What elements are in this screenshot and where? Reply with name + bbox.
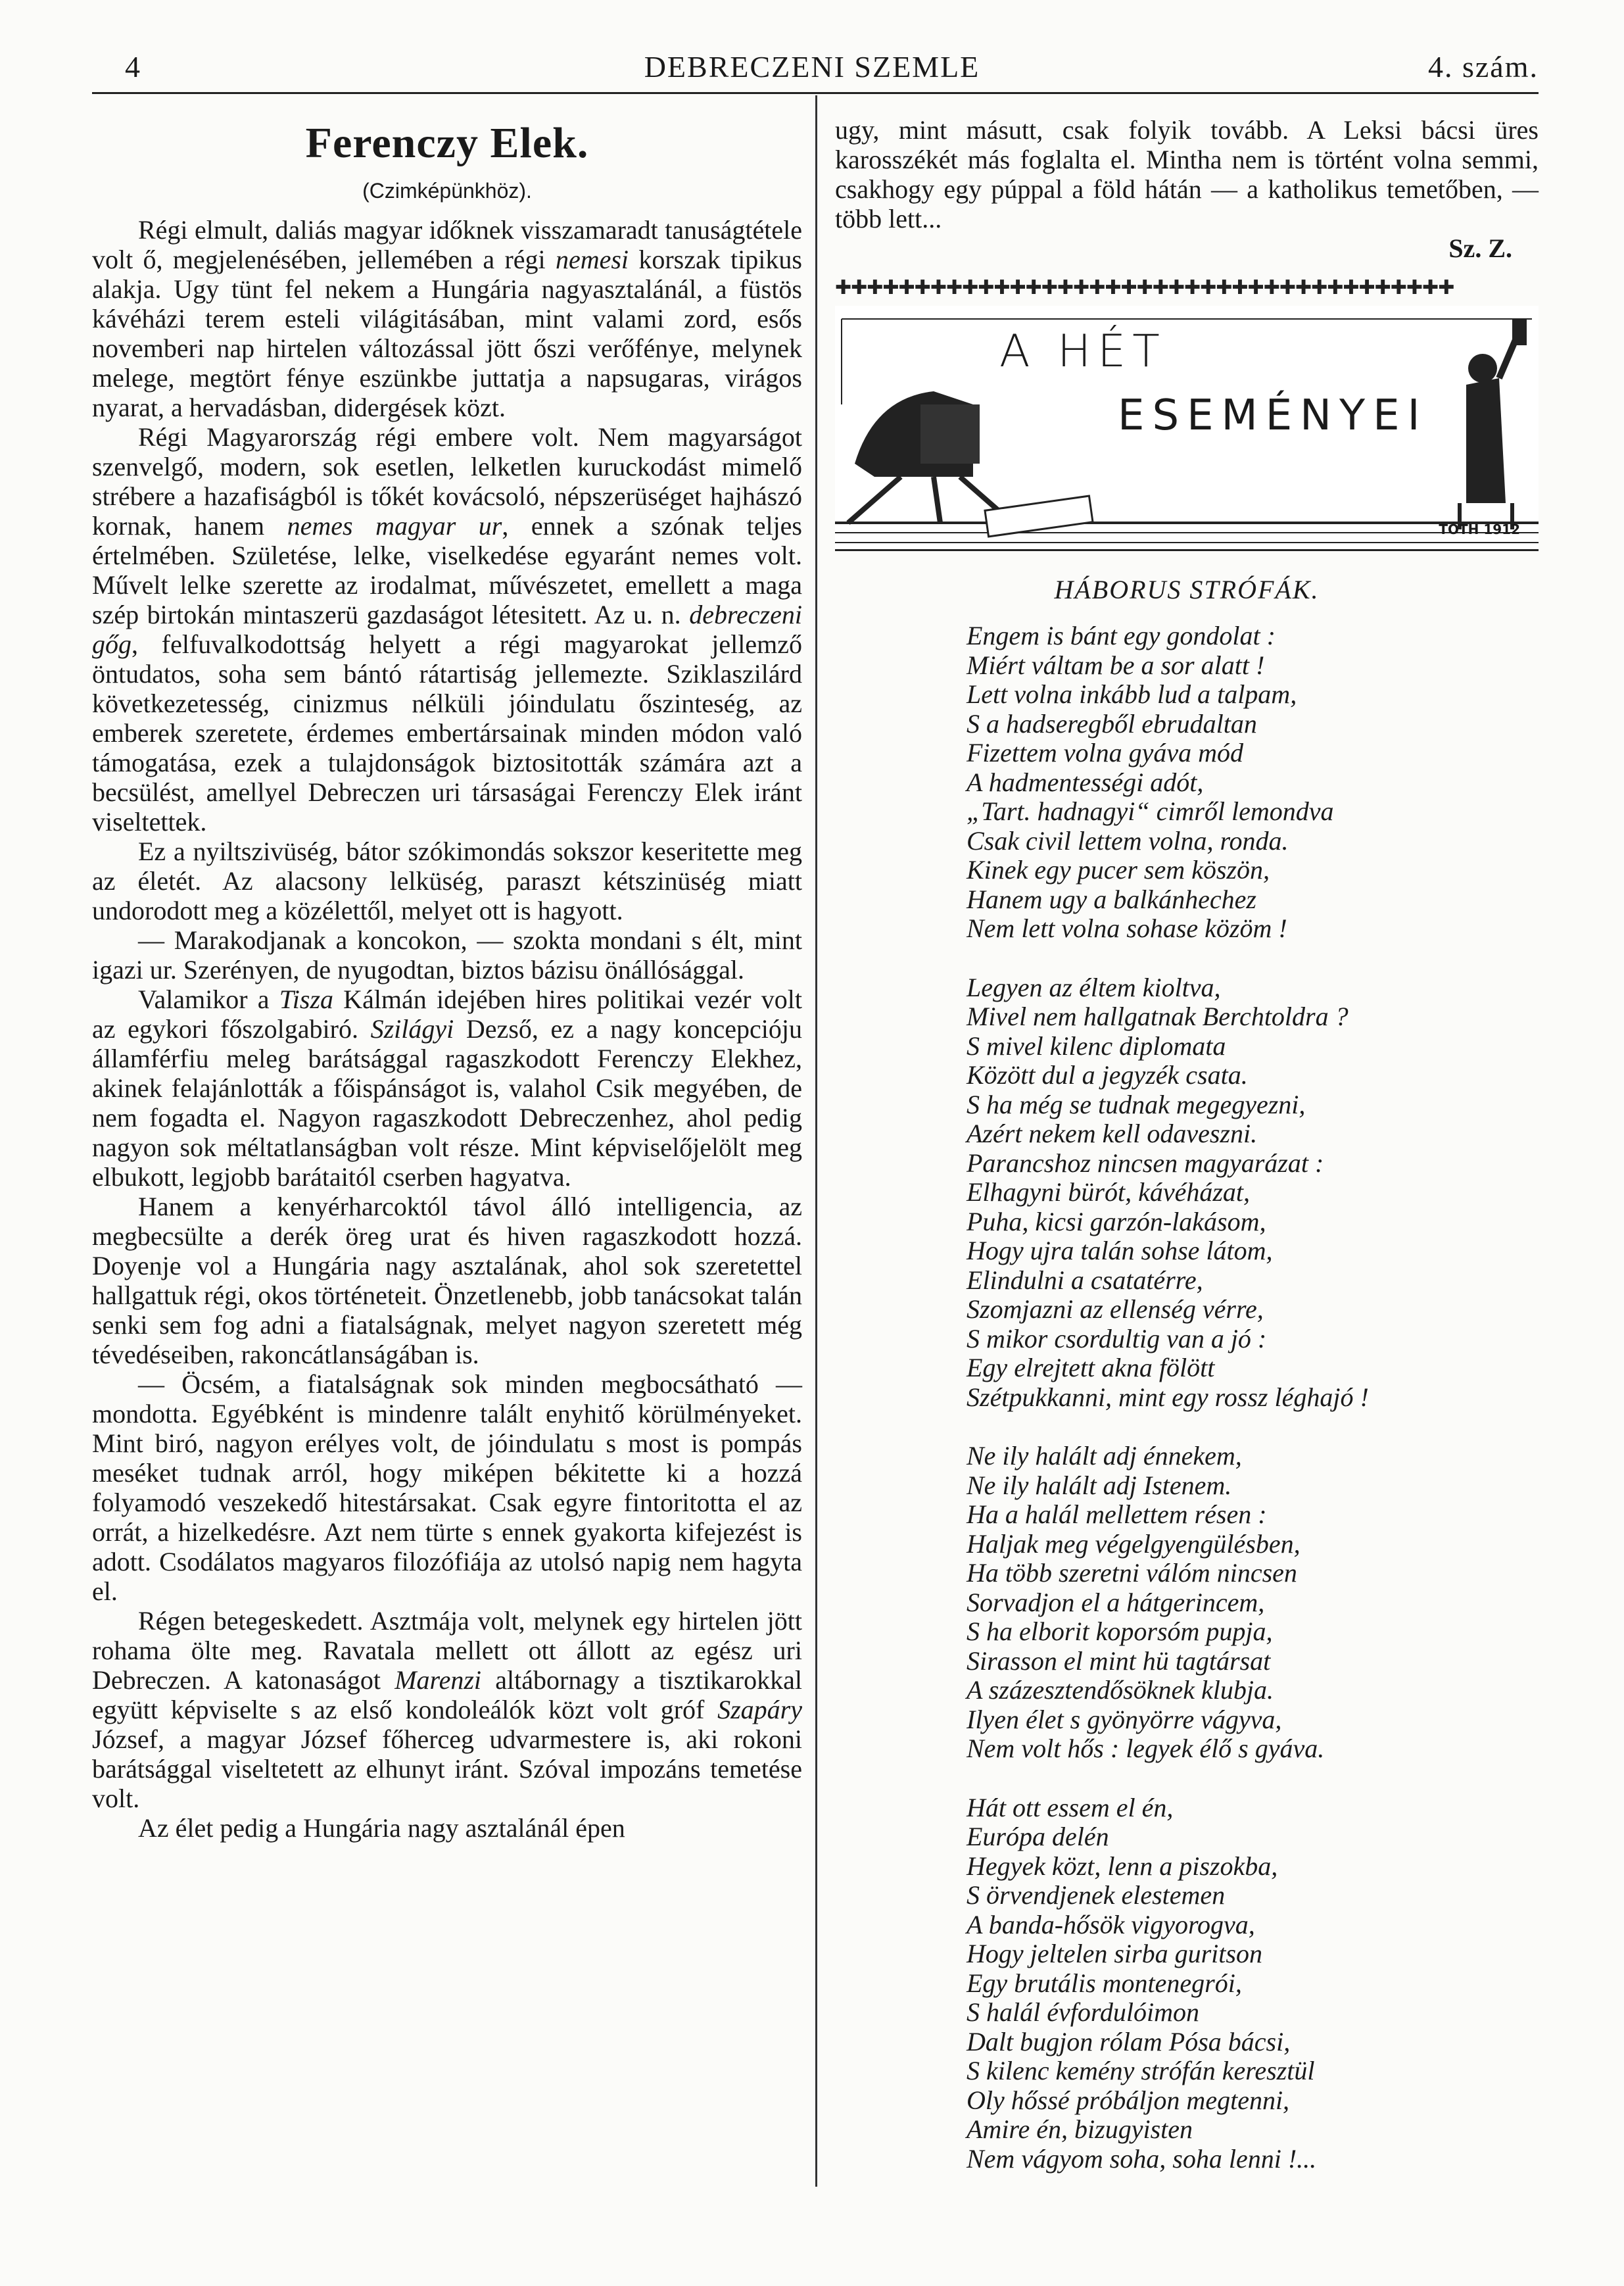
poem-line: Elhagyni bürót, kávéházat, <box>967 1177 1251 1207</box>
article-subtitle: (Czimképünkhöz). <box>362 179 532 203</box>
article-paragraph <box>92 1813 802 1843</box>
paragraph-text: , felfuvalkodottság helyett a régi magyarokat jellemző öntudatos, soha sem bántó rátartiság jellemezte. Sziklaszilárd következetesség, cinizmus nélküli jóindulatu őszinteség, az emberek szeretete, érdemes embertársainak minden módon való támogatása, ezek a tulajdonságok biztositották számára azt a becsülést, amellyel Debreczen uri társaságai Ferenczy Elek iránt viseltettek. <box>92 629 802 837</box>
paragraph-text: altábornagy a tisztikarokkal együtt képviselte s az első kondoleálók közt volt gróf <box>92 1665 802 1724</box>
right-column <box>835 115 1539 2203</box>
poem-line: A banda-hősök vigyorogva, <box>967 1909 1255 1939</box>
poem-line: Ha a halál mellettem résen : <box>967 1499 1267 1529</box>
article-paragraph <box>92 925 802 985</box>
poem-line: Dalt bugjon rólam Pósa bácsi, <box>967 2026 1291 2056</box>
banner-artist-signature: TÓTH 1912 <box>1439 522 1520 537</box>
article-title: Ferenczy Elek. <box>305 119 589 167</box>
poem-line: Parancshoz nincsen magyarázat : <box>967 1148 1324 1178</box>
article-continuation: ugy, mint másutt, csak folyik tovább. A Leksi bácsi üres karosszékét más foglalta el. Mintha nem is történt volna semmi, csakhogy egy púppal a föld hátán — a katholikus temetőben, — több lett... <box>835 115 1539 233</box>
page-number: 4 <box>125 50 141 84</box>
poem-stanza <box>967 1442 1539 1764</box>
poem-line: Haljak meg végelgyengülésben, <box>967 1528 1301 1559</box>
poem-line: S halál évfordulóimon <box>967 1997 1200 2027</box>
article-paragraph <box>92 985 802 1192</box>
paragraph-text: Kálmán idejében hires politikai vezér volt az egykori főszolgabiró. <box>92 985 803 1044</box>
paragraph-text: József, a magyar József főherceg udvarmestere is, aki rokoni barátsággal viseltetett az elhunyt iránt. Szóval impozáns temetése volt. <box>92 1724 802 1813</box>
article-paragraph <box>92 837 802 925</box>
poem-line: Miért váltam be a sor alatt ! <box>967 650 1265 680</box>
poem-line: S kilenc kemény strófán keresztül <box>967 2056 1315 2085</box>
banner-line-2: ESEMÉNYEI <box>1118 391 1428 440</box>
journal-title: DEBRECZENI SZEMLE <box>644 50 980 84</box>
emphasized-text: Szilágyi <box>370 1014 454 1044</box>
poem-stanza <box>967 973 1539 1413</box>
poem-line: Nem volt hős : legyek élő s gyáva. <box>967 1734 1325 1763</box>
poem-line: S örvendjenek elestemen <box>967 1880 1226 1910</box>
poem-line: Sirasson el mint hü tagtársat <box>967 1645 1271 1676</box>
poem-line: Szétpukkanni, mint egy rossz léghajó ! <box>967 1382 1369 1412</box>
poem-line: Ilyen élet s gyönyörre vágyva, <box>967 1704 1282 1734</box>
poem-line: S mikor csordultig van a jó : <box>967 1323 1267 1353</box>
article-signature: Sz. Z. <box>1448 233 1512 263</box>
section-banner <box>835 306 1539 551</box>
poem-line: Elindulni a csatatérre, <box>967 1265 1203 1295</box>
poem-line: Nem lett volna sohase közöm ! <box>967 913 1287 943</box>
issue-number: 4. szám. <box>1427 50 1539 84</box>
poem-line: Azért nekem kell odaveszni. <box>967 1119 1258 1148</box>
left-column <box>92 115 802 1843</box>
article-paragraph <box>92 422 802 837</box>
poem-line: A százesztendősöknek klubja. <box>967 1675 1274 1705</box>
poem-line: Engem is bánt egy gondolat : <box>967 621 1276 650</box>
emphasized-text: nemes magyar ur <box>287 511 502 541</box>
poem-line: Ne ily halált adj Istenem. <box>967 1470 1232 1500</box>
article-paragraph <box>92 1606 802 1813</box>
poem-stanza <box>967 621 1539 944</box>
paragraph-text: Régen betegeskedett. Asztmája volt, melynek egy hirtelen jött rohama ölte meg. Ravatala mellett ott állott az egész uri Debreczen. A katonaságot <box>92 1606 802 1695</box>
poem-line: Fizettem volna gyáva mód <box>967 738 1243 767</box>
poem-line: Oly hőssé próbáljon megtenni, <box>967 2085 1290 2115</box>
poem-line: A hadmentességi adót, <box>967 767 1204 797</box>
page-header <box>85 49 1539 95</box>
paragraph-text: — Öcsém, a fiatalságnak sok minden megbocsátható — mondotta. Egyébként is mindenre talált enyhitő körülményeket. Mint biró, nagyon erélyes volt, de jóindulatu s most is pompás meséket tudnak arról, hogy miképen békitette ki a hozzá folyamodó veszekedő hitestársakat. Csak egyre fintoritotta el az orrát, a hizelkedésre. Azt nem türte s ennek gyakorta kifejezést is adott. Csodálatos magyaros filozófiája az utolsó napig nem hagyta el. <box>92 1369 802 1606</box>
emphasized-text: debreczeni gőg <box>92 600 802 659</box>
paragraph-text: Dezső, ez a nagy koncepcióju államférfiu meleg barátsággal ragaszkodott Ferenczy Elekhez, akinek felajánlották a főispánságot is, valahol Csik megyében, de nem fogadta el. Nagyon ragaszkodott Debreczenhez, ahol pedig nagyon sok méltatlanságban volt része. Mint képviselőjelölt meg elbukott, legjobb barátaitól cserben hagyatva. <box>92 1014 802 1192</box>
paragraph-text: Az élet pedig a Hungária nagy asztalánál épen <box>138 1813 625 1843</box>
poem-line: Mivel nem hallgatnak Berchtoldra ? <box>967 1002 1349 1031</box>
poem-line: Között dul a jegyzék csata. <box>967 1060 1248 1090</box>
article-paragraph <box>92 215 802 422</box>
cross-divider: ✚✚✚✚✚✚✚✚✚✚✚✚✚✚✚✚✚✚✚✚✚✚✚✚✚✚✚✚✚✚✚✚✚✚✚✚✚✚✚ <box>835 276 1454 299</box>
paragraph-text: , ennek a szónak teljes értelmében. Születése, lelke, viselkedése egyaránt nemes volt. Művelt lelke szerette az irodalmat, művészetet, emellett a maga szép birtokán mintaszerü gazdaságot létesitett. Az u. n. <box>92 511 802 629</box>
article-paragraph <box>92 1192 802 1369</box>
poem-line: Nem vágyom soha, soha lenni !... <box>967 2143 1317 2174</box>
poem-line: S a hadseregből ebrudaltan <box>967 708 1257 739</box>
poem-line: S ha elborit koporsóm pupja, <box>967 1617 1273 1646</box>
poem-line: „Tart. hadnagyi“ cimről lemondva <box>967 796 1334 826</box>
paragraph-text: — Marakodjanak a koncokon, — szokta mondani s élt, mint igazi ur. Szerényen, de nyugodtan, biztos bázisu önállósággal. <box>92 925 802 985</box>
poem-line: Ne ily halált adj énnekem, <box>967 1441 1242 1471</box>
poem-body <box>835 621 1539 2174</box>
emphasized-text: Marenzi <box>394 1665 482 1695</box>
poem-line: Szomjazni az ellenség vérre, <box>967 1294 1264 1324</box>
poem-line: Puha, kicsi garzón-lakásom, <box>967 1206 1266 1236</box>
poem-line: Amire én, bizugyisten <box>967 2114 1193 2144</box>
paragraph-text: korszak tipikus alakja. Ugy tünt fel nekem a Hungária nagyasztalánál, a füstös kávéházi terem esteli világitásában, mint valami zord, esős novemberi nap hirtelen változással jött őszi verőfénye, melynek melege, megtört fénye eszünkbe juttatja a napsugaras, virágos nyarat, a hervadásban, didergések közt. <box>92 245 802 422</box>
emphasized-text: nemesi <box>555 245 629 274</box>
poem-line: Hanem ugy a balkánhechez <box>967 884 1256 914</box>
poem-line: Csak civil lettem volna, ronda. <box>967 825 1289 856</box>
poem-line: Egy brutális montenegrói, <box>967 1968 1242 1998</box>
emphasized-text: Tisza <box>279 985 334 1014</box>
paragraph-text: Hanem a kenyérharcoktól távol álló intelligencia, az megbecsülte a derék öreg urat és hiven ragaszkodott hozzá. Doyenje vol a Hungária nagy asztalának, ahol sok szeretettel hallgattuk régi, okos történeteit. Önzetlenebb, jobb tanácsokat talán senki sem fog adni a fiatalságnak, melyet nagyon szeretett még tévedéseiben, rakoncátlanságában is. <box>92 1192 802 1369</box>
poem-title: HÁBORUS STRÓFÁK. <box>1054 575 1320 604</box>
poem-line: Legyen az éltem kioltva, <box>967 972 1221 1002</box>
paragraph-text: Valamikor a <box>138 985 279 1014</box>
article-paragraph <box>92 1369 802 1606</box>
article-body <box>92 215 802 1843</box>
poem-line: Hogy ujra talán sohse látom, <box>967 1236 1273 1265</box>
poem-line: Egy elrejtett akna fölött <box>967 1353 1215 1382</box>
paragraph-text: Régi elmult, daliás magyar időknek visszamaradt tanuságtétele volt ő, megjelenésében, jellemében a régi <box>92 215 802 274</box>
poem-line: Hogy jeltelen sirba guritson <box>967 1939 1262 1968</box>
poem-line: Lett volna inkább lud a talpam, <box>967 679 1297 709</box>
poem-line: S ha még se tudnak megegyezni, <box>967 1089 1306 1119</box>
paragraph-text: Régi Magyarország régi embere volt. Nem magyarságot szenvelgő, modern, sok esetlen, lelketlen kuruckodást mimelő strébere a hazafiságból is tőkét kovácsoló, népszerüséget hajhászó kornak, hanem <box>92 422 802 541</box>
banner-line-1: A HÉT <box>999 326 1166 377</box>
poem-line: Kinek egy pucer sem köszön, <box>967 855 1270 885</box>
poem-line: Hegyek közt, lenn a piszokba, <box>967 1851 1278 1881</box>
poem-line: Ha több szeretni válóm nincsen <box>967 1558 1297 1588</box>
poem-line: S mivel kilenc diplomata <box>967 1031 1226 1061</box>
emphasized-text: Szapáry <box>717 1695 802 1724</box>
poem-line: Hát ott essem el én, <box>967 1792 1174 1822</box>
poem-line: Sorvadjon el a hátgerincem, <box>967 1587 1265 1617</box>
column-rule <box>815 95 817 2187</box>
poem-stanza <box>967 1793 1539 2174</box>
paragraph-text: Ez a nyiltszivüség, bátor szókimondás sokszor keseritette meg az életét. Az alacsony lelküség, paraszt kétszinüség miatt undorodott meg a közélettől, melyet ott is hagyott. <box>92 837 802 925</box>
header-rule <box>92 92 1539 94</box>
poem-line: Európa delén <box>967 1822 1109 1851</box>
